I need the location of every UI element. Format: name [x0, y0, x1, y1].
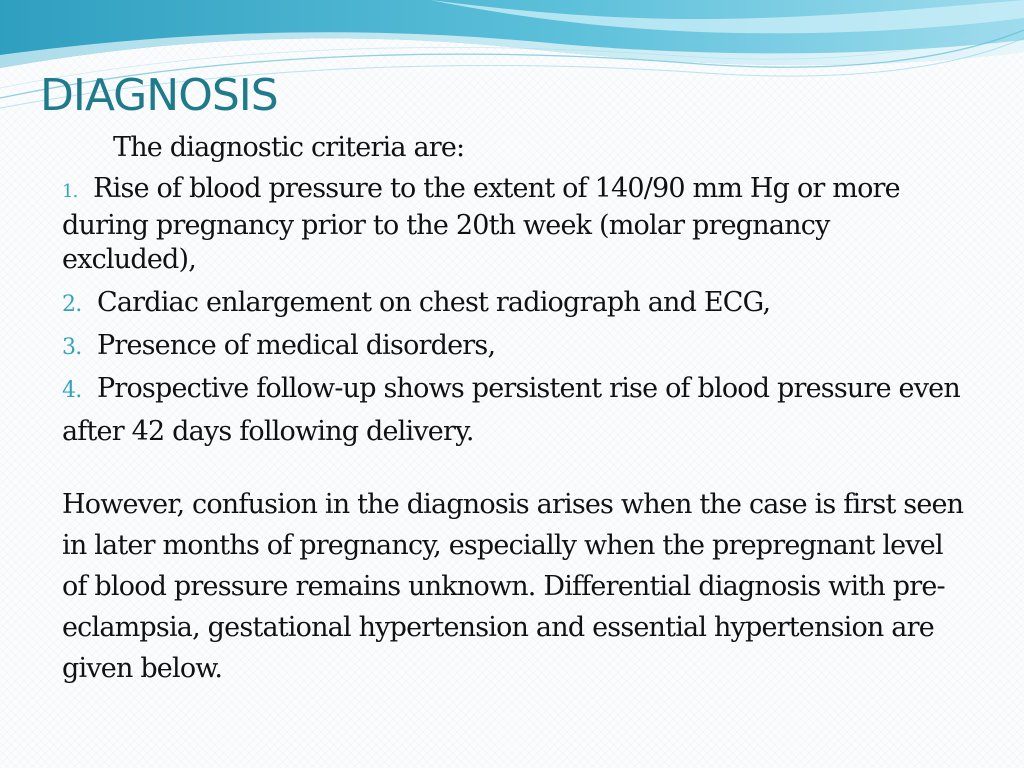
criteria-item-1	[62, 172, 962, 277]
differential-paragraph: However, confusion in the diagnosis arises when the case is first seen in later months of pregnancy, especially when the prepregnant level of blood pressure remains unknown. Differential diagnosis with pre-eclampsia, gestational hypertension and essential hypertension are given below.	[62, 489, 964, 684]
criteria-number: 3.	[62, 335, 82, 360]
criteria-text: Presence of medical disorders,	[96, 330, 496, 361]
criteria-item-2	[62, 282, 962, 325]
criteria-list	[62, 172, 962, 452]
slide-title: DIAGNOSIS	[40, 70, 278, 121]
criteria-number: 2.	[62, 292, 82, 317]
criteria-intro: The diagnostic criteria are:	[113, 132, 465, 163]
criteria-item-4	[62, 368, 962, 452]
criteria-item-3	[62, 325, 962, 368]
criteria-text: Cardiac enlargement on chest radiograph and ECG,	[96, 287, 771, 318]
criteria-text: Prospective follow-up shows persistent rise of blood pressure even after 42 days following delivery.	[62, 373, 960, 447]
criteria-number: 1.	[62, 181, 78, 202]
criteria-text: Rise of blood pressure to the extent of 140/90 mm Hg or more during pregnancy prior to the 20th week (molar pregnancy excluded),	[62, 173, 900, 275]
criteria-number: 4.	[62, 378, 82, 403]
